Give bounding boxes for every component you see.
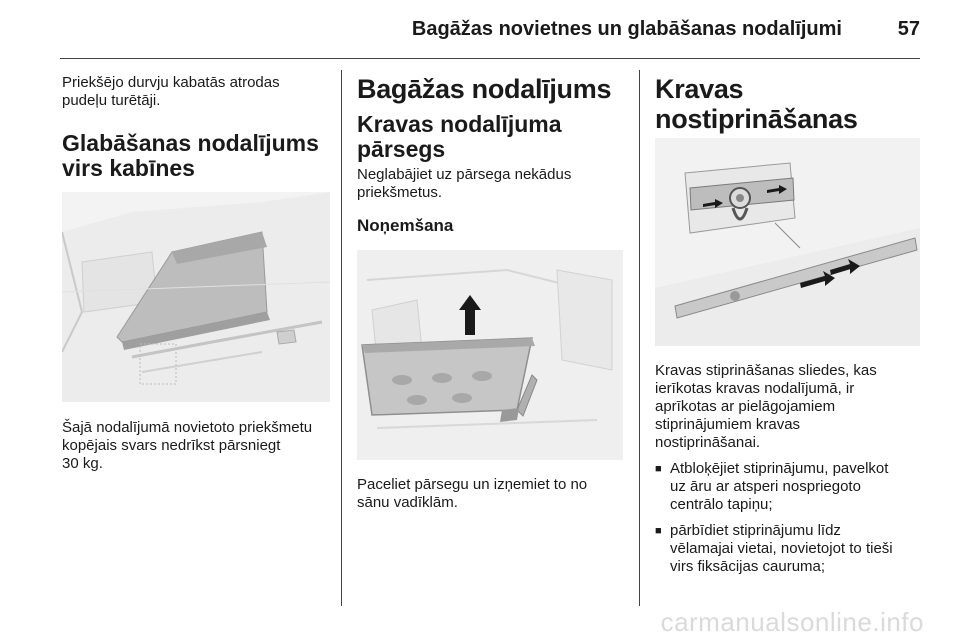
removal-instruction xyxy=(357,476,629,512)
heading-line: Kravas nostiprināšanas xyxy=(655,74,858,134)
rails-description xyxy=(655,362,925,452)
bullet-text xyxy=(670,460,925,514)
bullet-line: pārbīdiet stiprinājumu līdz xyxy=(670,522,841,539)
cargo-rail-drawing xyxy=(655,138,920,346)
heading-line: Kravas nodalījuma xyxy=(357,111,562,137)
heading-line: Glabāšanas nodalījums xyxy=(62,130,319,156)
bullet-square-icon: ■ xyxy=(655,463,662,475)
text-line: stiprinājumiem kravas xyxy=(655,416,801,433)
bullet-text xyxy=(670,522,925,576)
header-rule xyxy=(60,58,920,59)
watermark: carmanualsonline.info xyxy=(660,607,924,637)
column-divider-1 xyxy=(341,70,342,606)
caption-line: Šajā nodalījumā novietoto priekšmetu xyxy=(62,419,313,436)
bullet-line: virs fiksācijas cauruma; xyxy=(670,558,826,575)
cover-warning-text xyxy=(357,166,629,202)
bullet-square-icon: ■ xyxy=(655,525,662,537)
bullet-line: centrālo tapiņu; xyxy=(670,496,773,513)
page-header-title: Bagāžas novietnes un glabāšanas nodalījumi xyxy=(411,18,842,40)
column-2-caption xyxy=(357,476,629,512)
caption-line: 30 kg. xyxy=(62,455,103,472)
section-heading-luggage: Bagāžas nodalījums xyxy=(357,74,612,104)
text-line: ierīkotas kravas nodalījumā, ir xyxy=(655,380,855,397)
bullet-line: uz āru ar atsperi nospriegoto xyxy=(670,478,861,495)
column-divider-2 xyxy=(639,70,640,606)
intro-text xyxy=(62,74,332,110)
text-line: nostiprināšanai. xyxy=(655,434,761,451)
cargo-rail-illustration xyxy=(655,138,920,346)
page-number: 57 xyxy=(897,18,920,40)
bullet-line: Atbloķējiet stiprinājumu, pavelkot xyxy=(670,460,889,477)
caption-line: kopējais svars nedrīkst pārsniegt xyxy=(62,437,281,454)
text-line: priekšmetus. xyxy=(357,184,443,201)
bullet-item xyxy=(655,522,925,576)
bullet-line: vēlamajai vietai, novietojot to tieši xyxy=(670,540,893,557)
column-3-body xyxy=(655,362,925,576)
overhead-storage-drawing xyxy=(62,192,330,402)
column-1 xyxy=(62,74,332,181)
weight-limit-caption xyxy=(62,419,332,473)
cover-removal-illustration xyxy=(357,250,623,460)
column-1-caption xyxy=(62,419,332,473)
overhead-storage-illustration xyxy=(62,192,330,402)
text-line: aprīkotas ar pielāgojamiem xyxy=(655,398,836,415)
caption-line: Paceliet pārsegu un izņemiet to no xyxy=(357,476,588,493)
text-line: Kravas stiprināšanas sliedes, kas xyxy=(655,362,877,379)
removal-title: Noņemšana xyxy=(357,216,454,235)
text-line: Neglabājiet uz pārsega nekādus xyxy=(357,166,572,183)
bullet-item xyxy=(655,460,925,514)
column-2 xyxy=(357,74,629,236)
heading-line: pārsegs xyxy=(357,136,446,162)
intro-line: pudeļu turētāji. xyxy=(62,92,161,109)
subsection-heading-cover xyxy=(357,112,629,162)
intro-line: Priekšējo durvju kabatās atrodas xyxy=(62,74,280,91)
section-heading-cabin-storage xyxy=(62,131,332,181)
heading-line: virs kabīnes xyxy=(62,155,195,181)
caption-line: sānu vadīklām. xyxy=(357,494,458,511)
cover-removal-drawing xyxy=(357,250,623,460)
